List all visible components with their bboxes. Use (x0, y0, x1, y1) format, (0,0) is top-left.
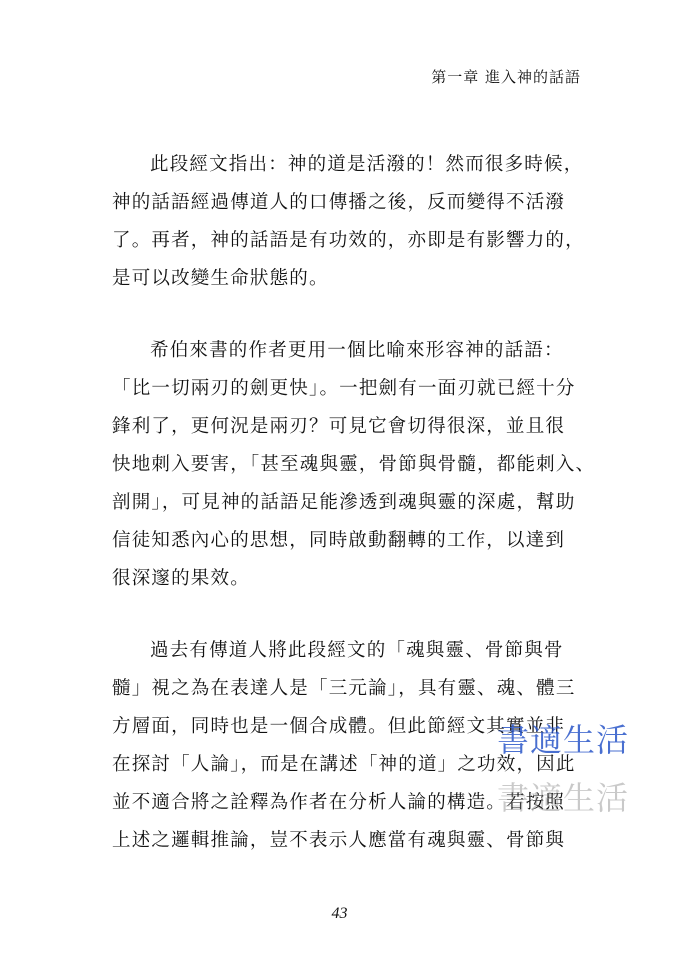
text-line: 剖開」，可見神的話語足能滲透到魂與靈的深處，幫助 (112, 492, 576, 513)
text-line: 是可以改變生命狀態的。 (112, 268, 329, 289)
text-line: 快地刺入要害，「甚至魂與靈，骨節與骨髓，都能刺入、 (112, 454, 596, 475)
text-line: 髓」視之為在表達人是「三元論」，具有靈、魂、體三 (112, 678, 576, 699)
paragraph-2 (112, 332, 596, 598)
text-line: 此段經文指出：神的道是活潑的！然而很多時候， (150, 154, 584, 175)
text-line: 很深邃的果效。 (112, 568, 250, 589)
chapter-header: 第一章 進入神的話語 (431, 68, 581, 86)
text-line: 過去有傳道人將此段經文的「魂與靈、骨節與骨 (150, 640, 564, 661)
text-line: 並不適合將之詮釋為作者在分析人論的構造。若按照 (112, 792, 566, 813)
paragraph-1 (112, 146, 585, 298)
watermark-logo-shadow: 書適生活 (497, 779, 630, 817)
text-line: 鋒利了，更何況是兩刃？可見它會切得很深，並且很 (112, 416, 566, 437)
text-line: 希伯來書的作者更用一個比喻來形容神的話語： (150, 340, 564, 361)
text-line: 方層面，同時也是一個合成體。但此節經文其實並非 (112, 716, 566, 737)
text-line: 神的話語經過傳道人的口傳播之後，反而變得不活潑 (112, 192, 566, 213)
text-line: 「比一切兩刃的劍更快」。一把劍有一面刃就已經十分 (112, 378, 576, 399)
watermark-logo: 書適生活 (497, 721, 630, 759)
text-line: 在探討「人論」，而是在講述「神的道」之功效，因此 (112, 754, 576, 775)
page-number: 43 (331, 905, 348, 922)
text-line: 上述之邏輯推論，豈不表示人應當有魂與靈、骨節與 (112, 830, 566, 851)
text-line: 了。再者，神的話語是有功效的，亦即是有影響力的， (112, 230, 585, 251)
text-line: 信徒知悉內心的思想，同時啟動翻轉的工作，以達到 (112, 530, 566, 551)
